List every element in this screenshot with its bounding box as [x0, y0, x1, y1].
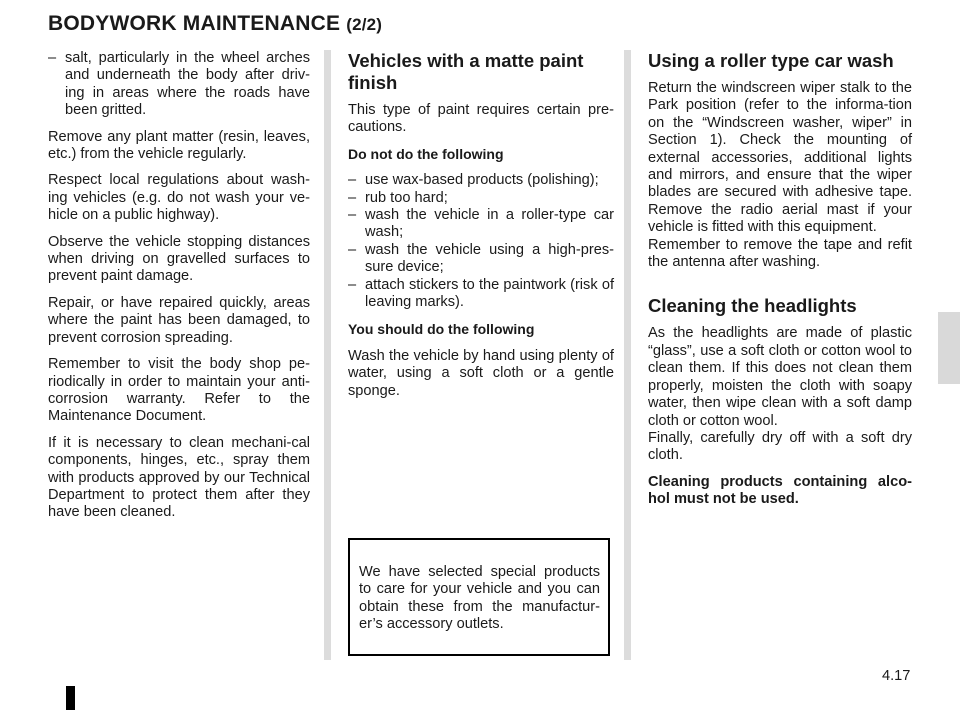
- paragraph-stopping-distances: Observe the vehicle stopping distances when driving on gravelled surfaces to prevent paint damage.: [48, 233, 310, 285]
- do-not-item: – wash the vehicle using a high-pres-sure device;: [348, 242, 614, 277]
- column-divider-right: [624, 50, 631, 660]
- right-column: [648, 50, 912, 518]
- do-not-item: – wash the vehicle in a roller-type car wash;: [348, 207, 614, 242]
- left-column: [48, 50, 310, 531]
- roller-car-wash-heading: Using a roller type car wash: [648, 50, 894, 71]
- headlights-heading: Cleaning the headlights: [648, 295, 857, 317]
- page-title-text: BODYWORK MAINTENANCE: [48, 12, 341, 35]
- paragraph-body-shop: Remember to visit the body shop pe-riodically in order to maintain your anti-corrosion warranty. Refer to the Maintenance Document.: [48, 356, 310, 425]
- should-do-heading: You should do the following: [348, 321, 535, 338]
- paragraph-mechanical-components: If it is necessary to clean mechani-cal components, hinges, etc., spray them with products approved by our Technical Department to protect them after they have been cleaned.: [48, 434, 310, 521]
- paragraph-plant-matter: Remove any plant matter (resin, leaves, etc.) from the vehicle regularly.: [48, 128, 310, 163]
- page-part-marker: (2/2): [346, 15, 383, 34]
- do-not-item: – attach stickers to the paintwork (risk of leaving marks).: [348, 277, 614, 312]
- matte-paint-heading: Vehicles with a matte paint finish: [348, 50, 584, 93]
- corner-crop-mark: [66, 686, 75, 710]
- dry-cloth-paragraph: Finally, carefully dry off with a soft dry cloth.: [648, 429, 912, 464]
- page-title: [48, 12, 382, 36]
- paragraph-local-regulations: Respect local regulations about wash-ing vehicles (e.g. do not wash your ve-hicle on a public highway).: [48, 172, 310, 224]
- salt-dash-item: – salt, particularly in the wheel arches and underneath the body after driv-ing in areas where the roads have been gritted.: [48, 50, 310, 120]
- do-not-item: – use wax-based products (polishing);: [348, 172, 614, 189]
- do-not-item: – rub too hard;: [348, 190, 614, 207]
- do-not-list: [348, 172, 614, 311]
- matte-paint-intro: This type of paint requires certain pre-cautions.: [348, 102, 614, 136]
- should-do-text: Wash the vehicle by hand using plenty of water, using a soft cloth or a gentle sponge.: [348, 347, 614, 399]
- paragraph-repair-paint: Repair, or have repaired quickly, areas where the paint has been damaged, to prevent corrosion spreading.: [48, 294, 310, 346]
- roller-car-wash-paragraph: Return the windscreen wiper stalk to the Park position (refer to the informa-tion on the “Windscreen washer, wiper” in Section 1). Check the mounting of external accessories, additional lights and mirrors, and ensure that the wiper blades are secured with adhesive tape. Remove the radio aerial mast if your vehicle is fitted with this equipment.: [648, 80, 912, 236]
- section-tab-marker: [938, 312, 960, 384]
- alcohol-warning: Cleaning products containing alco-hol must not be used.: [648, 473, 912, 508]
- accessory-note-box: [348, 538, 610, 656]
- middle-column: [348, 50, 614, 409]
- refit-antenna-paragraph: Remember to remove the tape and refit the antenna after washing.: [648, 236, 912, 271]
- column-divider-left: [324, 50, 331, 660]
- do-not-heading: Do not do the following: [348, 145, 504, 162]
- accessory-note-text: We have selected special products to care for your vehicle and you can obtain these from the manufactur-er’s accessory outlets.: [359, 564, 600, 633]
- page-number: 4.17: [882, 668, 911, 684]
- headlights-paragraph: As the headlights are made of plastic “glass”, use a soft cloth or cotton wool to clean them. If this does not clean them properly, moisten the cloth with soapy water, then wipe clean with a soft damp cloth or cotton wool.: [648, 325, 912, 429]
